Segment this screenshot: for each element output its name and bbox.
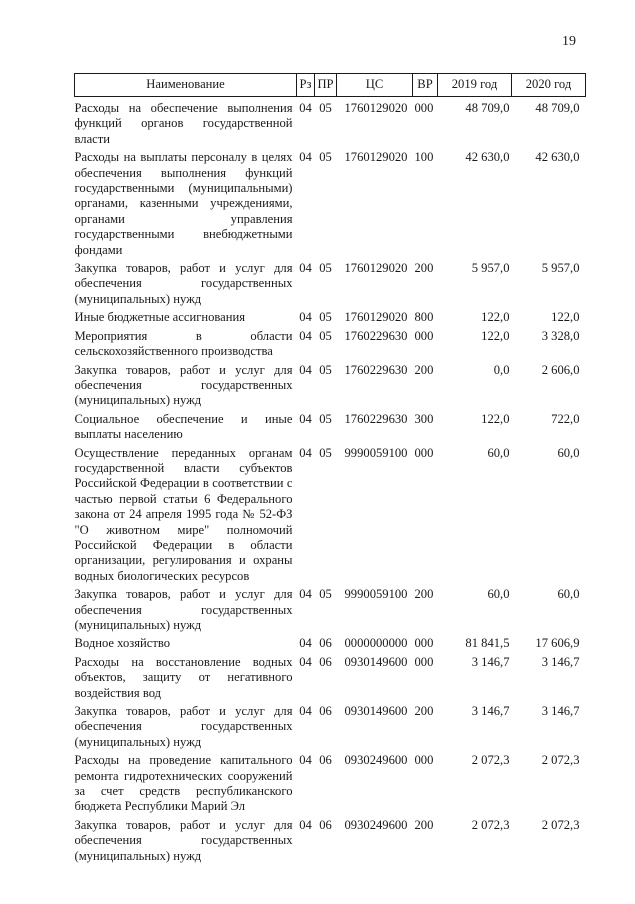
- row-pr: 05: [319, 445, 332, 460]
- budget-table: [74, 73, 586, 867]
- row-cs: 9990059100: [344, 445, 408, 460]
- row-cs: 0930149600: [344, 704, 408, 719]
- row-value-2020: 42 630,0: [535, 150, 580, 165]
- row-vr: 000: [414, 654, 434, 669]
- row-rz: 04: [299, 445, 312, 460]
- row-cs: 1760129020: [344, 261, 408, 276]
- table-row: [75, 101, 586, 150]
- row-rz: 04: [299, 101, 312, 115]
- table-row: [75, 329, 586, 363]
- page-number: 19: [562, 34, 576, 49]
- table-row: [75, 753, 586, 818]
- row-value-2019: 60,0: [487, 587, 510, 602]
- row-pr: 06: [319, 636, 332, 651]
- row-vr: 000: [414, 753, 434, 768]
- row-cs: 0930249600: [344, 817, 408, 832]
- row-name: Расходы на обеспечение выполнения функций органов государственной власти: [74, 101, 293, 146]
- row-vr: 100: [414, 150, 434, 165]
- row-pr: 05: [319, 411, 332, 426]
- row-cs: 0930249600: [344, 753, 408, 768]
- row-value-2019: 2 072,3: [471, 817, 510, 832]
- row-pr: 05: [319, 587, 332, 602]
- row-cs: 1760229630: [344, 328, 408, 343]
- row-name: Расходы на восстановление водных объектов, защиту от негативного воздействия вод: [74, 654, 293, 700]
- row-value-2019: 0,0: [493, 362, 510, 377]
- column-header-pr: ПР: [315, 74, 337, 97]
- row-vr: 200: [414, 587, 434, 602]
- table-row: [75, 412, 586, 446]
- row-cs: 0930149600: [344, 654, 408, 669]
- row-rz: 04: [299, 753, 312, 768]
- row-vr: 200: [414, 261, 434, 276]
- row-value-2019: 5 957,0: [471, 261, 510, 276]
- row-name: Расходы на выплаты персоналу в целях обеспечения выполнения функций государственными (муниципальными) органами, казенными учреждениями, органами управления государственными внебюджетными фондами: [74, 150, 293, 257]
- row-value-2020: 3 146,7: [541, 654, 580, 669]
- row-rz: 04: [299, 817, 312, 832]
- row-value-2020: 2 072,3: [541, 817, 580, 832]
- row-value-2020: 122,0: [551, 310, 580, 325]
- row-name: Осуществление переданных органам государственной власти субъектов Российской Федерации в соответствии с частью первой статьи 6 Федерального закона от 24 апреля 1995 года № 52-ФЗ "О животном мире" полномочий Российской Федерации в области организации, регулирования и охраны водных биологических ресурсов: [74, 445, 293, 583]
- column-header-name: Наименование: [75, 74, 297, 97]
- row-value-2019: 3 146,7: [471, 704, 510, 719]
- row-pr: 05: [319, 150, 332, 165]
- row-value-2019: 60,0: [487, 445, 510, 460]
- row-value-2020: 2 606,0: [541, 362, 580, 377]
- row-vr: 000: [414, 101, 434, 115]
- row-name: Закупка товаров, работ и услуг для обеспечения государственных (муниципальных) нужд: [74, 261, 293, 306]
- row-value-2019: 122,0: [481, 310, 510, 325]
- row-pr: 05: [319, 328, 332, 343]
- row-vr: 000: [414, 328, 434, 343]
- row-cs: 1760229630: [344, 362, 408, 377]
- row-rz: 04: [299, 310, 312, 325]
- row-value-2020: 3 328,0: [541, 328, 580, 343]
- row-name: Иные бюджетные ассигнования: [74, 310, 246, 325]
- row-value-2019: 3 146,7: [471, 654, 510, 669]
- row-name: Закупка товаров, работ и услуг для обеспечения государственных (муниципальных) нужд: [74, 704, 293, 749]
- row-cs: 9990059100: [344, 587, 408, 602]
- row-rz: 04: [299, 328, 312, 343]
- row-pr: 06: [319, 704, 332, 719]
- row-name: Закупка товаров, работ и услуг для обеспечения государственных (муниципальных) нужд: [74, 362, 293, 408]
- table-row: [75, 446, 586, 588]
- row-vr: 200: [414, 817, 434, 832]
- row-value-2019: 122,0: [481, 411, 510, 426]
- table-row: [75, 363, 586, 412]
- row-cs: 0000000000: [344, 636, 408, 651]
- column-header-2020: 2020 год: [512, 74, 586, 97]
- row-rz: 04: [299, 150, 312, 165]
- row-value-2020: 5 957,0: [541, 261, 580, 276]
- row-value-2020: 48 709,0: [535, 101, 580, 115]
- table-row: [75, 818, 586, 867]
- table-row: [75, 704, 586, 753]
- column-header-vr: ВР: [413, 74, 438, 97]
- row-value-2020: 722,0: [551, 411, 580, 426]
- row-rz: 04: [299, 704, 312, 719]
- row-value-2019: 48 709,0: [465, 101, 510, 115]
- row-pr: 05: [319, 261, 332, 276]
- row-value-2020: 60,0: [557, 445, 580, 460]
- row-vr: 000: [414, 445, 434, 460]
- row-rz: 04: [299, 261, 312, 276]
- table-row: [75, 655, 586, 704]
- row-value-2019: 122,0: [481, 328, 510, 343]
- row-pr: 05: [319, 310, 332, 325]
- row-cs: 1760129020: [344, 310, 408, 325]
- row-name: Закупка товаров, работ и услуг для обеспечения государственных (муниципальных) нужд: [74, 587, 293, 632]
- row-value-2019: 2 072,3: [471, 753, 510, 768]
- row-name: Социальное обеспечение и иные выплаты населению: [74, 411, 293, 442]
- row-name: Мероприятия в области сельскохозяйственного производства: [74, 328, 293, 359]
- row-pr: 05: [319, 362, 332, 377]
- table-row: [75, 587, 586, 636]
- table-row: [75, 150, 586, 261]
- row-cs: 1760129020: [344, 150, 408, 165]
- row-vr: 000: [414, 636, 434, 651]
- row-value-2020: 60,0: [557, 587, 580, 602]
- row-name: Закупка товаров, работ и услуг для обеспечения государственных (муниципальных) нужд: [74, 817, 293, 863]
- row-pr: 05: [319, 101, 332, 115]
- table-header: [75, 74, 586, 97]
- row-value-2019: 42 630,0: [465, 150, 510, 165]
- row-cs: 1760129020: [344, 101, 408, 115]
- table-body: [75, 97, 586, 868]
- row-value-2020: 3 146,7: [541, 704, 580, 719]
- row-pr: 06: [319, 753, 332, 768]
- row-rz: 04: [299, 362, 312, 377]
- row-rz: 04: [299, 636, 312, 651]
- row-value-2020: 2 072,3: [541, 753, 580, 768]
- row-pr: 06: [319, 817, 332, 832]
- row-cs: 1760229630: [344, 411, 408, 426]
- table-row: [75, 261, 586, 310]
- column-header-cs: ЦС: [337, 74, 413, 97]
- row-rz: 04: [299, 654, 312, 669]
- row-vr: 800: [414, 310, 434, 325]
- row-rz: 04: [299, 411, 312, 426]
- row-name: Расходы на проведение капитального ремонта гидротехнических сооружений за счет средств республиканского бюджета Республики Марий Эл: [74, 753, 293, 814]
- row-name: Водное хозяйство: [74, 636, 171, 651]
- row-vr: 300: [414, 411, 434, 426]
- row-rz: 04: [299, 587, 312, 602]
- table-row: [75, 636, 586, 654]
- row-value-2019: 81 841,5: [465, 636, 510, 651]
- table-row: [75, 310, 586, 328]
- row-vr: 200: [414, 704, 434, 719]
- column-header-2019: 2019 год: [438, 74, 512, 97]
- row-vr: 200: [414, 362, 434, 377]
- row-value-2020: 17 606,9: [535, 636, 580, 651]
- row-pr: 06: [319, 654, 332, 669]
- column-header-rz: Рз: [297, 74, 315, 97]
